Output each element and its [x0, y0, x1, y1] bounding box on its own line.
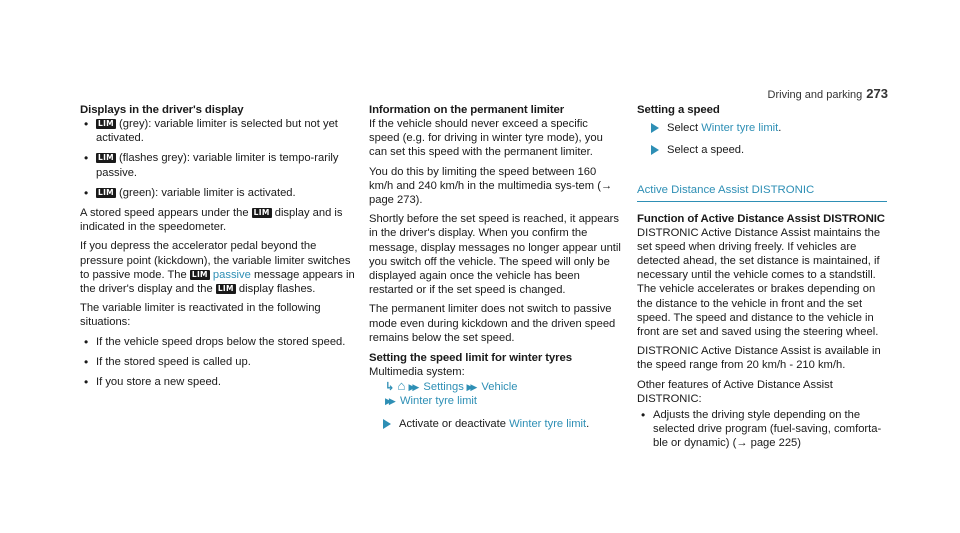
list-item: • LIM (flashes grey): variable limiter is tempo-rarily passive. — [80, 151, 356, 179]
heading-setting-speed: Setting a speed — [637, 104, 720, 116]
lim-icon: LIM — [98, 187, 114, 197]
menu-vehicle[interactable]: Vehicle — [481, 381, 518, 394]
paragraph: The variable limiter is reactivated in the following situations: — [80, 302, 321, 329]
paragraph: The permanent limiter does not switch to passive mode even during kickdown and the driven speed remains below the set speed. — [369, 303, 616, 344]
multimedia-label: Multimedia system: — [369, 366, 465, 379]
paragraph: If you depress the accelerator pedal beyond the pressure point (kickdown), the variable limiter switches to passive mode. The LIM passive message appears in the driver's display and the LIM display flashes. — [80, 240, 355, 296]
menu-winter-tyre-limit[interactable]: Winter tyre limit — [399, 395, 478, 408]
feature-list — [637, 408, 887, 451]
list-item: • If you store a new speed. — [80, 375, 356, 389]
heading-winter-tyres: Setting the speed limit for winter tyres — [369, 352, 572, 365]
running-head — [768, 86, 888, 101]
paragraph: DISTRONIC Active Distance Assist is available in the speed range from 20 km/h - 210 km/h. — [637, 345, 881, 372]
double-chevron-icon: ▶▶ — [408, 382, 417, 393]
section-title: Active Distance Assist DISTRONIC — [637, 183, 887, 201]
menu-settings[interactable]: Settings — [423, 381, 464, 394]
instruction-step: Select a speed. — [637, 143, 887, 157]
heading-permanent-limiter: Information on the permanent limiter — [369, 104, 565, 116]
lim-icon: LIM — [98, 119, 114, 128]
list-item: • LIM (green): variable limiter is activated. — [80, 186, 356, 200]
instruction-step: Activate or deactivate Winter tyre limit. — [369, 417, 621, 431]
situation-list — [80, 335, 356, 390]
heading-distronic-function: Function of Active Distance Assist DISTRONIC — [637, 212, 885, 225]
winter-tyre-limit-link[interactable]: Winter tyre limit — [509, 417, 587, 430]
paragraph: You do this by limiting the speed between 160 km/h and 240 km/h in the multimedia sys-tem (→ page 273). — [369, 165, 613, 207]
column-middle — [369, 103, 621, 439]
winter-tyre-limit-link[interactable]: Winter tyre limit — [701, 122, 779, 134]
section-name: Driving and parking — [767, 89, 863, 101]
step-arrow-icon — [651, 123, 659, 133]
list-item: • If the stored speed is called up. — [80, 355, 356, 369]
column-left — [80, 103, 356, 395]
heading-driver-display: Displays in the driver's display — [80, 104, 244, 116]
passive-link[interactable]: passive — [212, 268, 251, 281]
double-chevron-icon: ▶▶ — [466, 382, 475, 393]
step-arrow-icon — [383, 419, 391, 429]
paragraph: Other features of Active Distance Assist DISTRONIC: — [637, 378, 833, 405]
list-item: • Adjusts the driving style depending on the selected drive program (fuel-saving, comforta-ble or dynamic) (→ page 225) — [637, 408, 887, 451]
home-icon[interactable]: ⌂ — [397, 378, 406, 394]
list-item: • LIM (grey): variable limiter is selected but not yet activated. — [80, 117, 356, 145]
lim-icon: LIM — [253, 208, 270, 218]
enter-arrow-icon: ↳ — [385, 381, 395, 394]
lim-icon: LIM — [98, 153, 114, 163]
paragraph: If the vehicle should never exceed a specific speed (e.g. for driving in winter tyre mode), you can set this speed with the permanent limiter. — [369, 118, 603, 159]
lim-status-list — [80, 117, 356, 200]
paragraph: DISTRONIC Active Distance Assist maintains the set speed when driving freely. If vehicles are detected ahead, the set distance is maintained, if necessary until the vehicle comes to a standstill. The vehicle accelerates or brakes depending on the distance to the vehicle in front and the set speed. The speed and distance to the vehicle in front are set and saved using the steering wheel. — [637, 226, 881, 339]
double-chevron-icon: ▶▶ — [385, 396, 393, 407]
paragraph: Shortly before the set speed is reached, it appears in the driver's display. When you confirm the message, display messages no longer appear until you switch off the vehicle. The speed will only be displayed again once the vehicle has been restarted or if the set speed is changed. — [369, 213, 621, 297]
lim-icon: LIM — [217, 284, 234, 294]
menu-path — [369, 379, 621, 408]
lim-icon: LIM — [191, 269, 208, 279]
list-item: • If the vehicle speed drops below the stored speed. — [80, 335, 356, 349]
instruction-step: Select Winter tyre limit. — [637, 121, 887, 135]
step-arrow-icon — [651, 145, 659, 155]
column-right — [637, 103, 887, 457]
page-number: 273 — [866, 86, 888, 101]
paragraph: A stored speed appears under the LIM display and is indicated in the speedometer. — [80, 207, 343, 234]
